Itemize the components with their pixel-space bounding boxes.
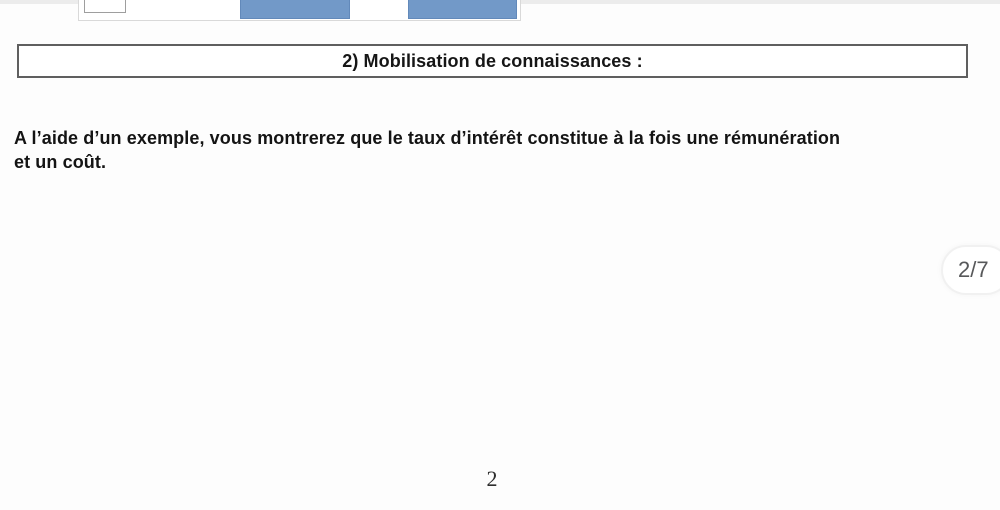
section-title-box: [17, 44, 968, 78]
page-number: 2: [486, 466, 498, 491]
question-line-1: A l’aide d’un exemple, vous montrerez que le taux d’intérêt constitue à la fois une rémunération: [14, 128, 841, 148]
chart-bar: [240, 0, 350, 19]
chart-legend-box: [84, 0, 126, 13]
chart-bar: [408, 0, 517, 19]
page-indicator-text: 2/7: [958, 257, 989, 282]
question-line-2: et un coût.: [14, 152, 107, 172]
question-text: [14, 126, 989, 174]
section-title: 2) Mobilisation de connaissances :: [342, 50, 643, 71]
page-indicator-badge: [941, 245, 1000, 295]
